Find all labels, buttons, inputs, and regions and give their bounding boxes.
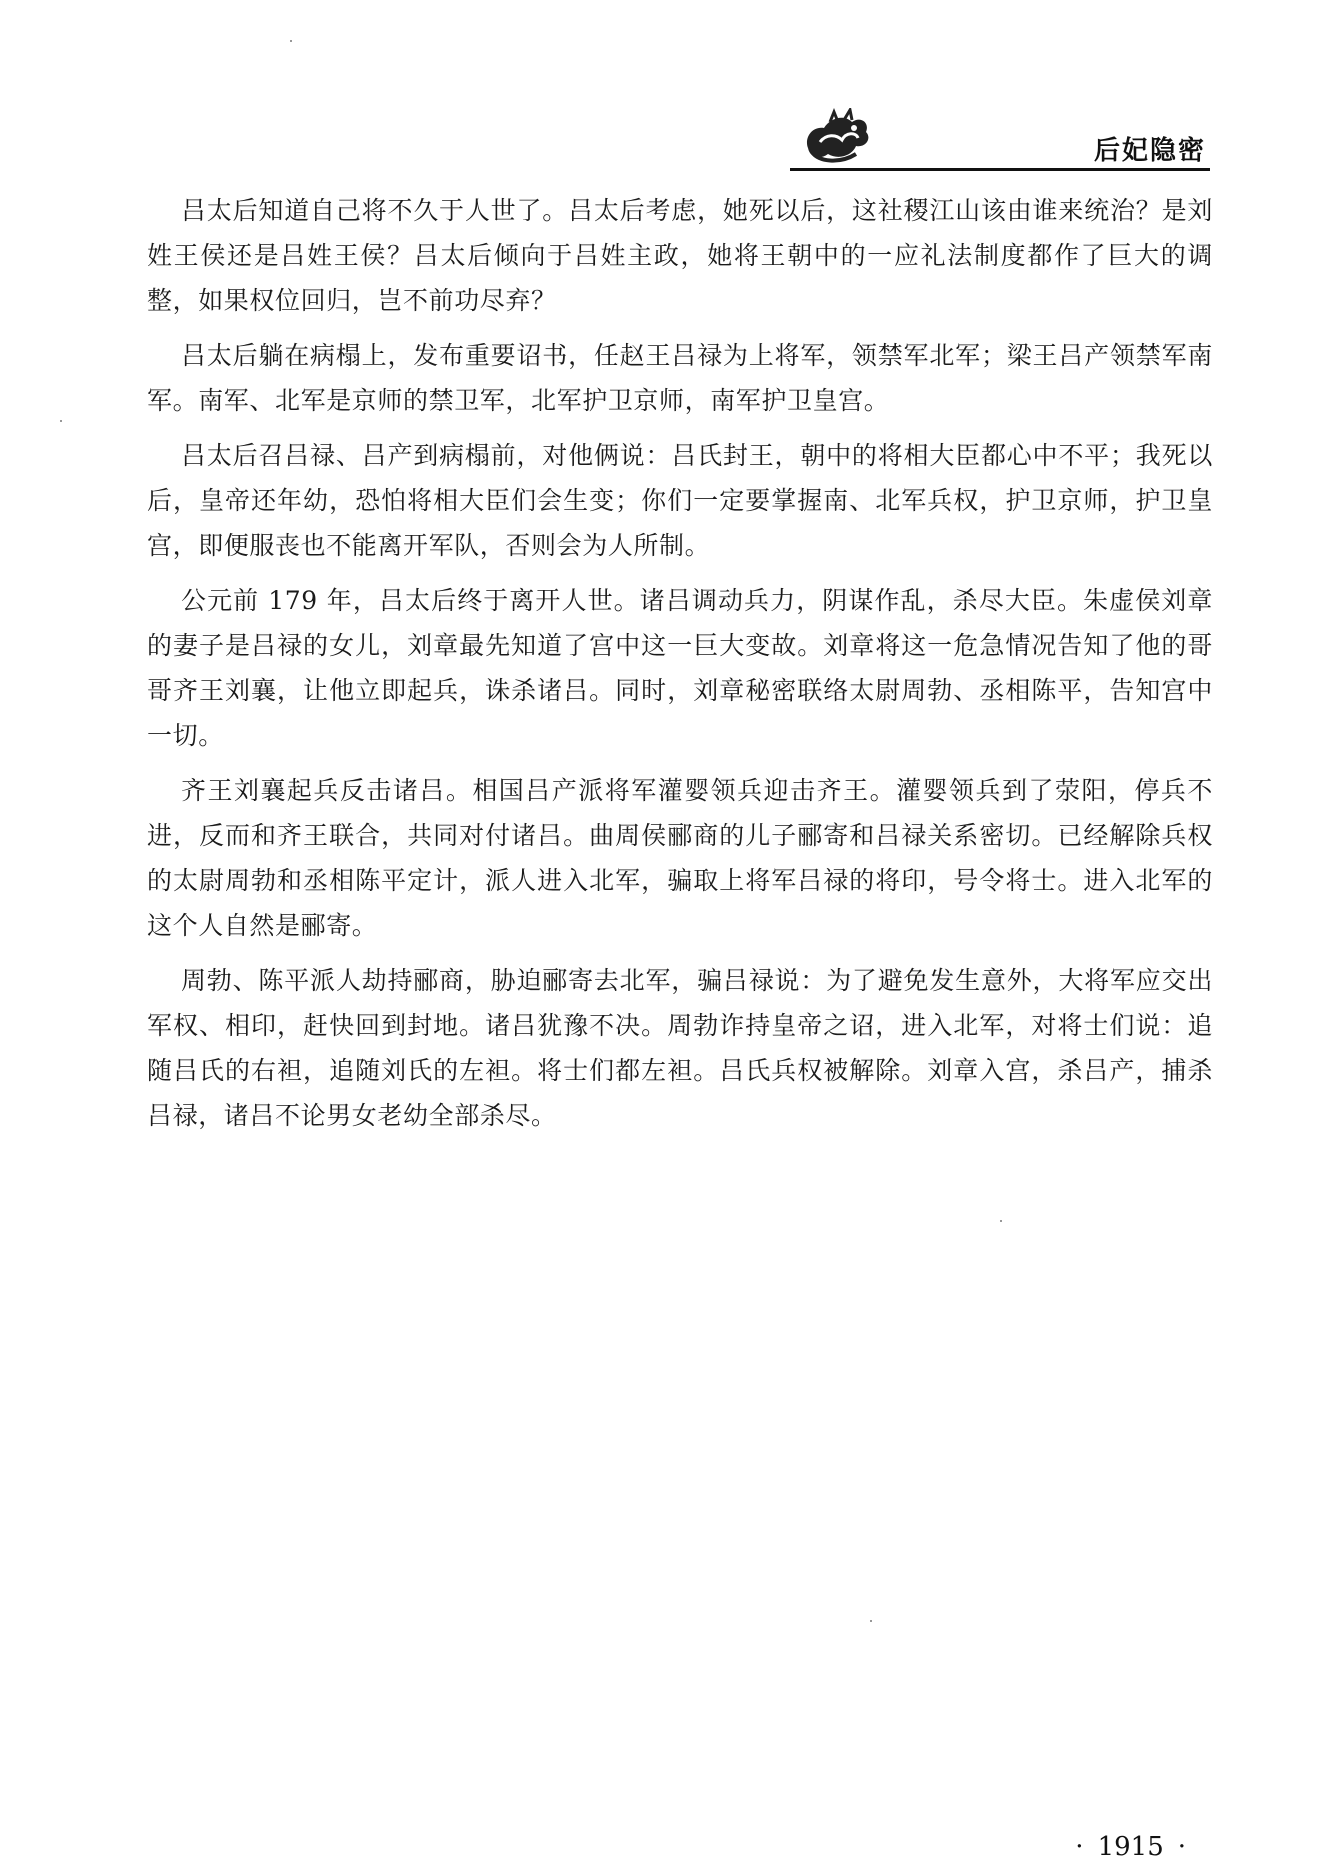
paragraph: 吕太后躺在病榻上，发布重要诏书，任赵王吕禄为上将军，领禁军北军；梁王吕产领禁军南军。南军、北军是京师的禁卫军，北军护卫京师，南军护卫皇宫。 (147, 341, 1213, 415)
section-title: 后妃隐密 (1093, 136, 1206, 166)
scan-speck (870, 1620, 872, 1622)
dragon-emblem-icon (800, 108, 874, 166)
page-number-value: 1915 (1097, 1832, 1164, 1862)
paragraph: 齐王刘襄起兵反击诸吕。相国吕产派将军灌婴领兵迎击齐王。灌婴领兵到了荥阳，停兵不进，反而和齐王联合，共同对付诸吕。曲周侯郦商的儿子郦寄和吕禄关系密切。已经解除兵权的太尉周勃和丞相陈平定计，派人进入北军，骗取上将军吕禄的将印，号令将士。进入北军的这个人自然是郦寄。 (147, 776, 1213, 940)
scan-speck (290, 40, 292, 42)
page-number (1061, 1832, 1200, 1862)
running-header (790, 108, 1210, 170)
body-text (147, 188, 1213, 1148)
scan-speck (1000, 1220, 1002, 1222)
header-rule (790, 168, 1210, 171)
paragraph: 公元前 179 年，吕太后终于离开人世。诸吕调动兵力，阴谋作乱，杀尽大臣。朱虚侯刘章的妻子是吕禄的女儿，刘章最先知道了宫中这一巨大变故。刘章将这一危急情况告知了他的哥哥齐王刘襄，让他立即起兵，诛杀诸吕。同时，刘章秘密联络太尉周勃、丞相陈平，告知宫中一切。 (147, 586, 1213, 750)
paragraph: 吕太后知道自己将不久于人世了。吕太后考虑，她死以后，这社稷江山该由谁来统治？是刘姓王侯还是吕姓王侯？吕太后倾向于吕姓主政，她将王朝中的一应礼法制度都作了巨大的调整，如果权位回归，岂不前功尽弃？ (147, 196, 1213, 315)
paragraph: 周勃、陈平派人劫持郦商，胁迫郦寄去北军，骗吕禄说：为了避免发生意外，大将军应交出军权、相印，赶快回到封地。诸吕犹豫不决。周勃诈持皇帝之诏，进入北军，对将士们说：追随吕氏的右袒，追随刘氏的左袒。将士们都左袒。吕氏兵权被解除。刘章入宫，杀吕产，捕杀吕禄，诸吕不论男女老幼全部杀尽。 (147, 966, 1213, 1130)
scan-speck (60, 420, 62, 422)
page-number-bullet: · (1075, 1832, 1084, 1862)
page-number-bullet: · (1177, 1832, 1186, 1862)
paragraph: 吕太后召吕禄、吕产到病榻前，对他俩说：吕氏封王，朝中的将相大臣都心中不平；我死以后，皇帝还年幼，恐怕将相大臣们会生变；你们一定要掌握南、北军兵权，护卫京师，护卫皇宫，即便服丧也不能离开军队，否则会为人所制。 (147, 441, 1213, 560)
